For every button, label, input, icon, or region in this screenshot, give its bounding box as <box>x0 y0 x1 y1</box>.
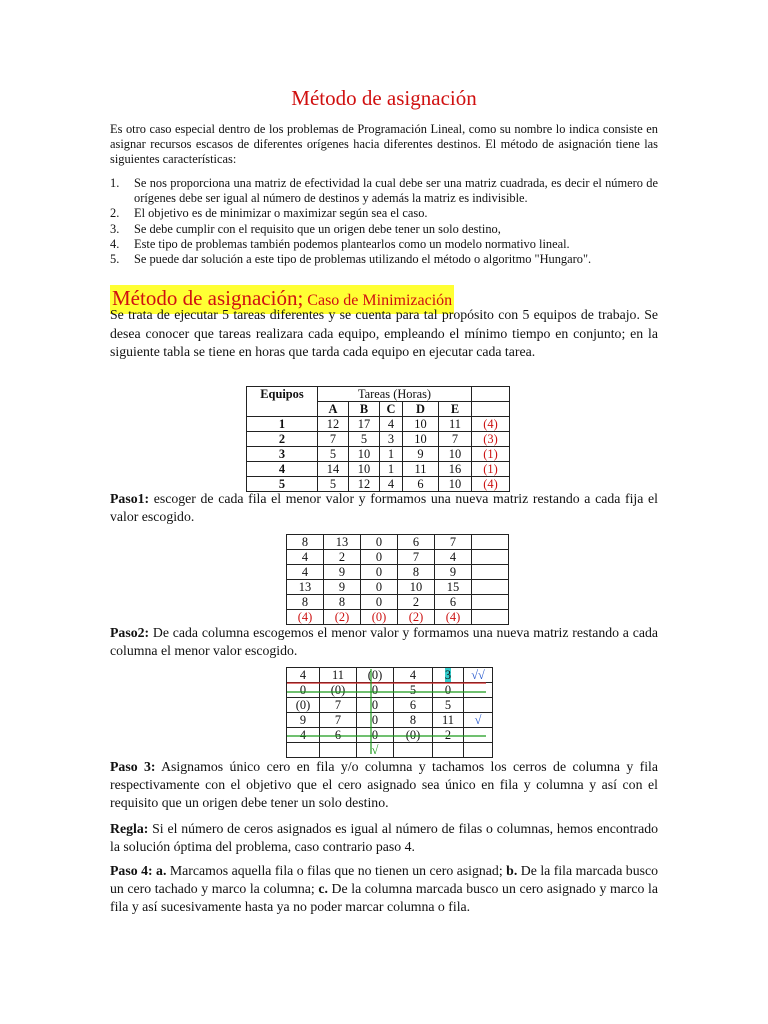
table-row: (0) 7 0 6 5 <box>287 698 493 713</box>
intro-paragraph: Es otro caso especial dentro de los problemas de Programación Lineal, como su nombre lo indica consiste en asignar recursos escasos de diferentes orígenes hacia diferentes destinos. El método de asignación tiene las siguientes características: <box>110 122 658 166</box>
table-row: 5 5 12 4 6 10 (4) <box>247 477 510 492</box>
list-item: 5. Se puede dar solución a este tipo de problemas utilizando el método o algoritmo "Hungaro". <box>110 252 592 267</box>
table-row: 0 (0) 0 5 0 <box>287 683 493 698</box>
table-row: 4 2 0 7 4 <box>287 550 509 565</box>
paso2-text: Paso2: De cada columna escogemos el menor valor y formamos una nueva matriz restando a cada columna el menor valor escogido. <box>110 625 658 658</box>
table-row: 2 7 5 3 10 7 (3) <box>247 432 510 447</box>
col-header: A <box>318 402 349 417</box>
problem-statement: Se trata de ejecutar 5 tareas diferentes y se cuenta para tal propósito con 5 equipos de trabajo. Se desea conocer que tareas realizara cada equipo, empleando el mínimo tiempo en conjunto; en la siguiente tabla se tiene en horas que tarda cada equipo en ejecutar cada tarea. <box>110 307 658 359</box>
header-equipos: Equipos <box>247 387 318 417</box>
paso4-text: Paso 4: a. Marcamos aquella fila o filas que no tienen un cero asignad; b. De la fila marcada busco un cero tachado y marco la columna; c. De la columna marcada busco un cero asignado y marco la fila y así sucesivamente hasta ya no poder marcar columna o fila. <box>110 863 658 914</box>
table-row: 4 14 10 1 11 16 (1) <box>247 462 510 477</box>
efficiency-table <box>246 386 510 492</box>
section-heading: Método de asignación; Caso de Minimización <box>110 285 454 314</box>
characteristics-list <box>110 176 658 267</box>
assignment-table <box>286 667 493 758</box>
list-item: 4. Este tipo de problemas también podemos plantearlos como un modelo normativo lineal. <box>110 236 570 251</box>
header-tareas: Tareas (Horas) <box>318 387 472 402</box>
table-row: (4) (2) (0) (2) (4) <box>287 610 509 625</box>
table-row: 9 7 0 8 11 √ <box>287 713 493 728</box>
col-header: B <box>349 402 380 417</box>
col-header: C <box>380 402 403 417</box>
table-row: 1 12 17 4 10 11 (4) <box>247 417 510 432</box>
list-item: 2. El objetivo es de minimizar o maximizar según sea el caso. <box>110 206 428 221</box>
paso1-text: Paso1: escoger de cada fila el menor valor y formamos una nueva matriz restando a cada fija el valor escogido. <box>110 491 658 524</box>
table-row: 3 5 10 1 9 10 (1) <box>247 447 510 462</box>
table-row: 4 6 0 (0) 2 <box>287 728 493 743</box>
col-header: E <box>439 402 472 417</box>
paso3-text: Paso 3: Asignamos único cero en fila y/o columna y tachamos los cerros de columna y fila respectivamente con el objetivo que el cero asignado sea único en fila y columna y así con el requisito que un origen debe tener un solo destino. <box>110 759 658 810</box>
table-row: √ <box>287 743 493 758</box>
table-row: 8 8 0 2 6 <box>287 595 509 610</box>
table-row: 8 13 0 6 7 <box>287 535 509 550</box>
table-row: 13 9 0 10 15 <box>287 580 509 595</box>
page-title: Método de asignación <box>291 86 477 110</box>
regla-text: Regla: Si el número de ceros asignados es igual al número de filas o columnas, hemos encontrado la solución óptima del problema, caso contrario paso 4. <box>110 821 658 854</box>
table-row: 4 11 (0) 4 3 √√ <box>287 668 493 683</box>
list-item: 3. Se debe cumplir con el requisito que un origen debe tener un solo destino, <box>110 221 501 236</box>
row-reduced-table <box>286 534 509 625</box>
list-item: 1. Se nos proporciona una matriz de efectividad la cual debe ser una matriz cuadrada, es decir el número de orígenes debe ser igual al número de destinos y además la matriz es indivisible. <box>110 176 658 206</box>
col-header: D <box>403 402 439 417</box>
table-row: 4 9 0 8 9 <box>287 565 509 580</box>
